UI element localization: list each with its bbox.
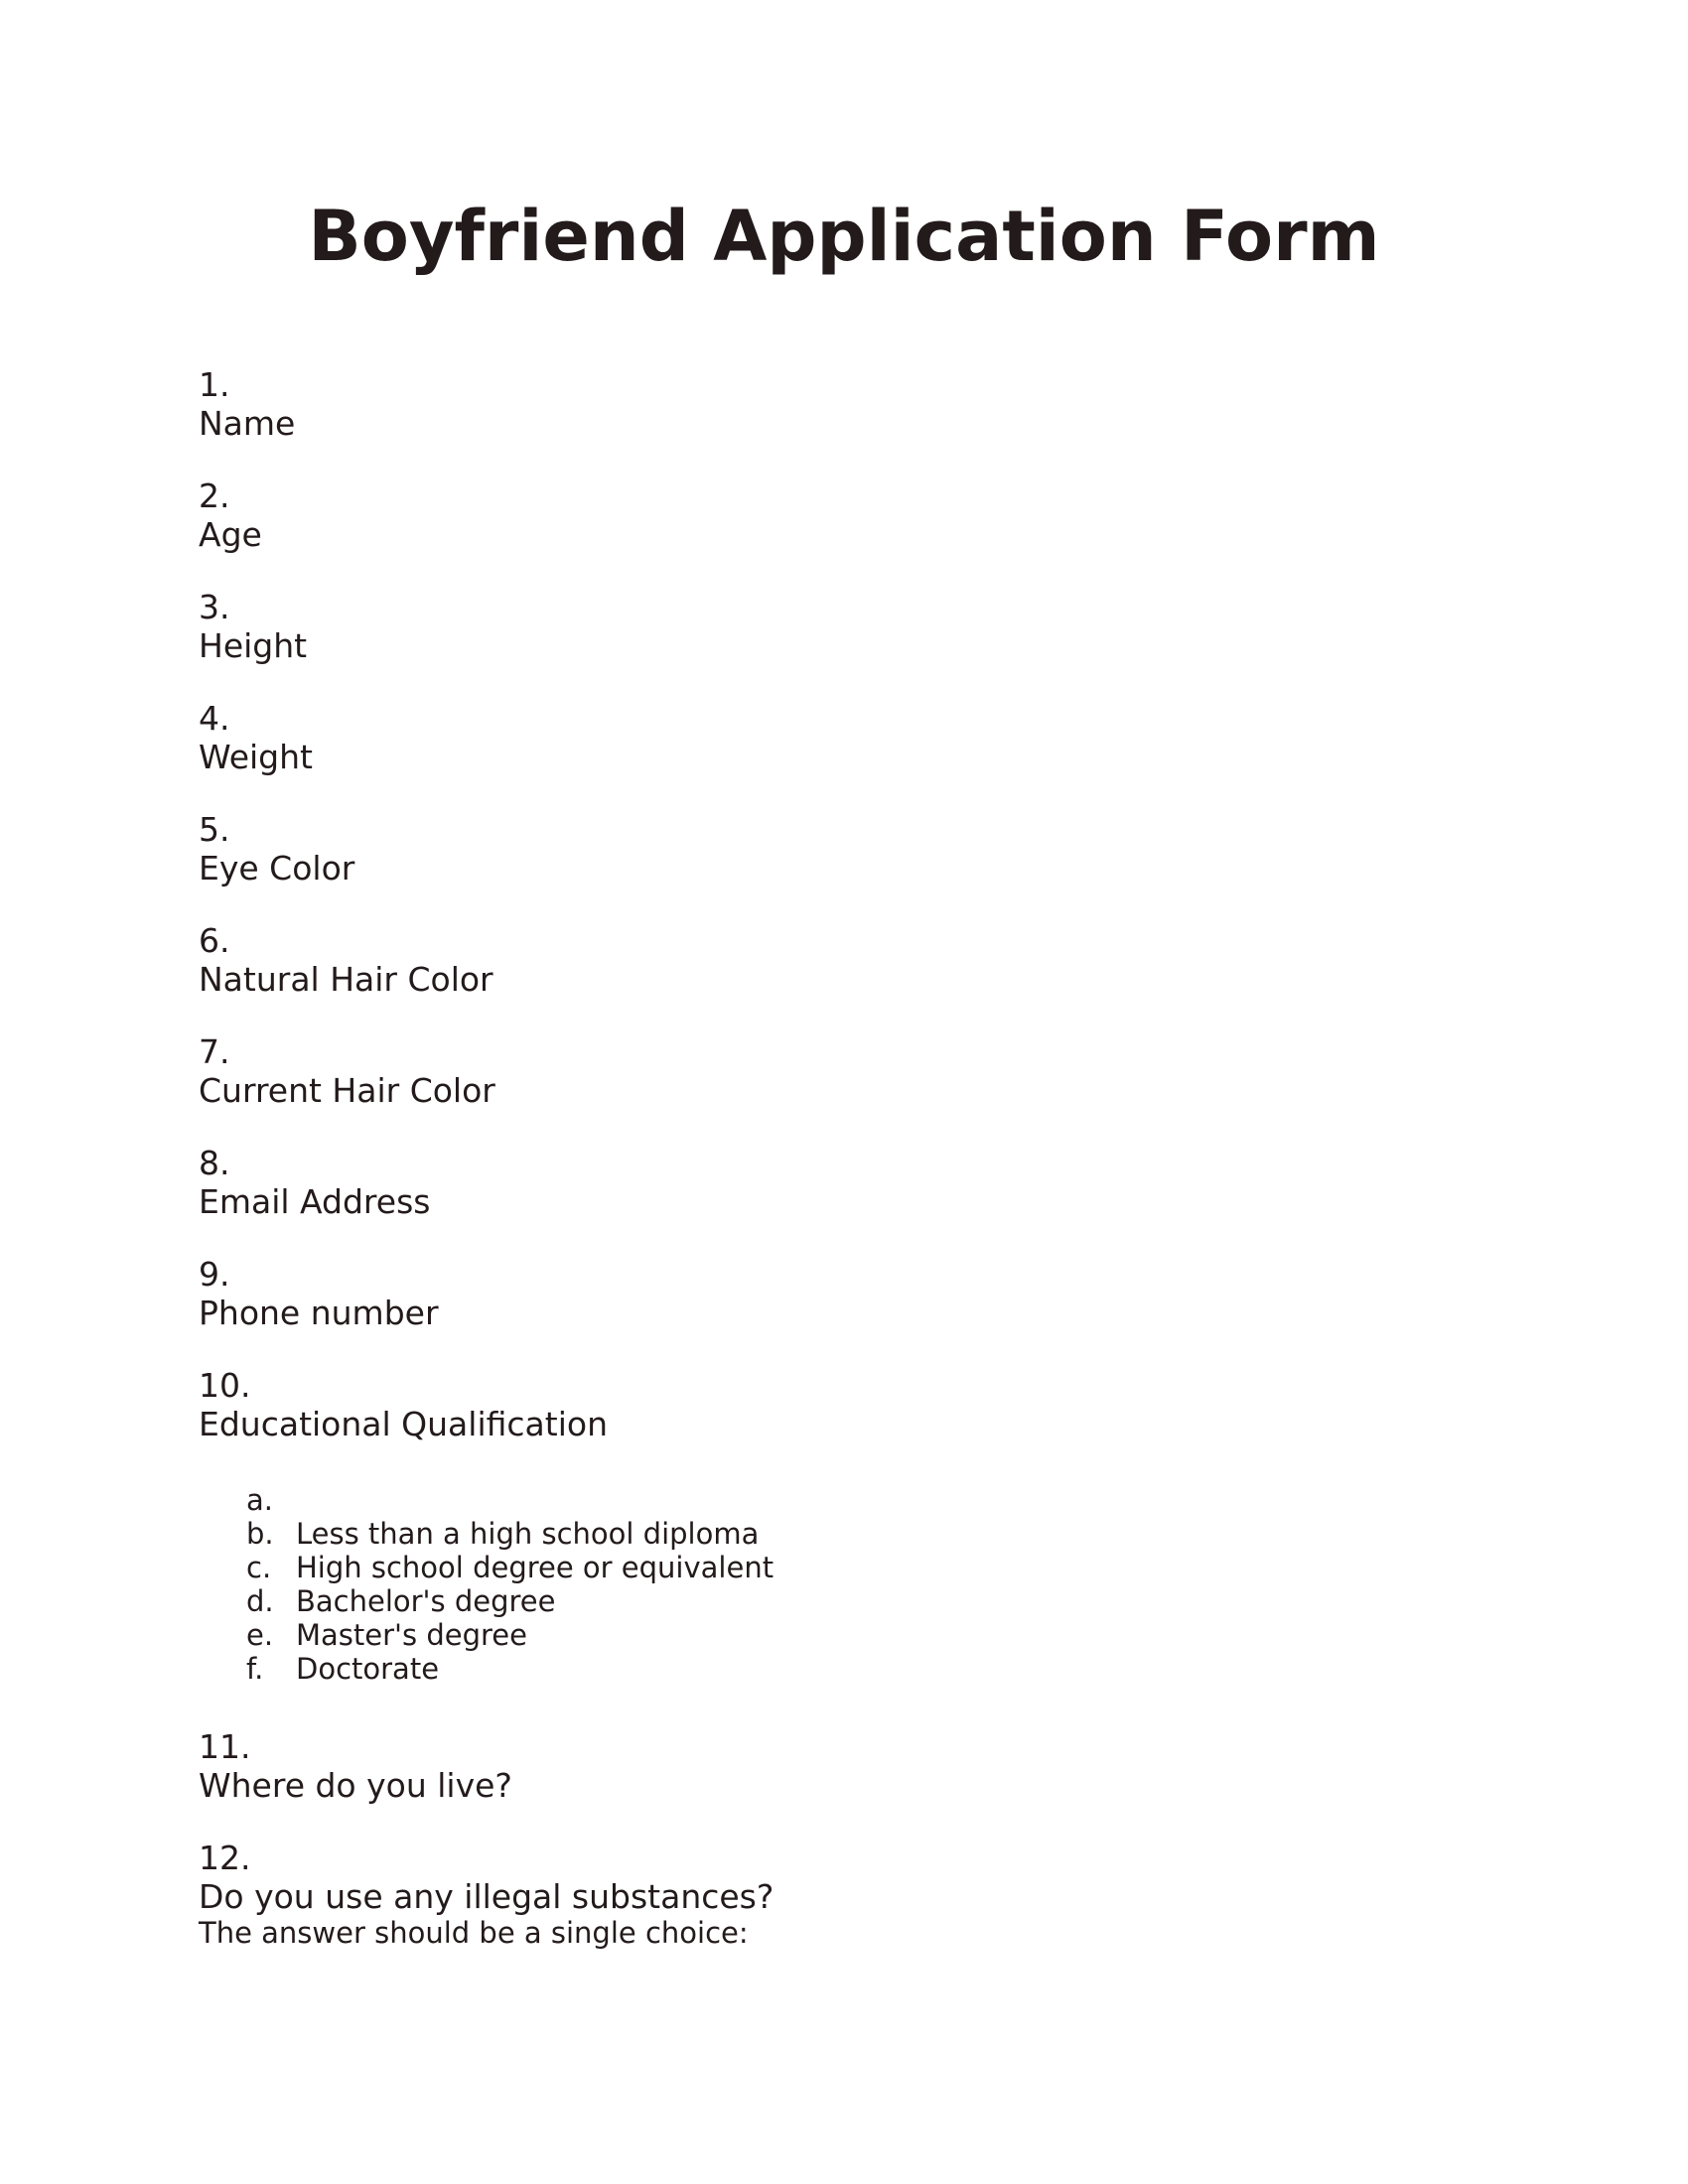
question-number: 11. (199, 1727, 251, 1766)
question-number: 10. (199, 1366, 251, 1405)
question-10 (199, 1366, 1489, 1686)
option-letter: c. (246, 1551, 272, 1584)
question-label: Eye Color (199, 849, 355, 887)
question-label: Current Hair Color (199, 1071, 495, 1110)
option-letter: e. (246, 1618, 274, 1652)
option-letter: d. (246, 1584, 274, 1618)
question-number: 8. (199, 1144, 230, 1182)
question-11 (199, 1727, 1489, 1805)
option-item[interactable] (246, 1551, 1489, 1584)
option-text: Doctorate (296, 1652, 440, 1686)
question-label: Email Address (199, 1182, 431, 1221)
question-8 (199, 1144, 1489, 1221)
question-label: Age (199, 515, 262, 554)
option-item[interactable] (246, 1618, 1489, 1652)
question-label: Do you use any illegal substances? (199, 1877, 774, 1916)
page-title: Boyfriend Application Form (308, 196, 1380, 277)
question-3 (199, 588, 1489, 665)
question-5 (199, 810, 1489, 887)
question-12 (199, 1839, 1489, 1950)
option-text: Bachelor's degree (296, 1584, 556, 1618)
question-4 (199, 699, 1489, 776)
option-letter: a. (246, 1483, 273, 1517)
question-label: Height (199, 626, 308, 665)
question-list (199, 365, 1489, 1950)
question-label: Weight (199, 738, 313, 776)
question-label: Name (199, 404, 296, 443)
option-letter: b. (246, 1517, 274, 1551)
option-text: Master's degree (296, 1618, 527, 1652)
question-6 (199, 921, 1489, 999)
question-number: 6. (199, 921, 230, 960)
option-text: Less than a high school diploma (296, 1517, 760, 1551)
option-item[interactable] (246, 1483, 1489, 1517)
question-label: Where do you live? (199, 1766, 512, 1805)
option-item[interactable] (246, 1652, 1489, 1686)
option-letter: f. (246, 1652, 264, 1686)
question-9 (199, 1255, 1489, 1332)
question-7 (199, 1032, 1489, 1110)
question-number: 2. (199, 477, 230, 515)
question-number: 5. (199, 810, 230, 849)
question-2 (199, 477, 1489, 554)
question-number: 4. (199, 699, 230, 738)
answer-note: The answer should be a single choice: (199, 1916, 749, 1950)
question-number: 7. (199, 1032, 230, 1071)
education-options (199, 1483, 1489, 1686)
option-item[interactable] (246, 1584, 1489, 1618)
option-text: High school degree or equivalent (296, 1551, 774, 1584)
question-1 (199, 365, 1489, 443)
question-label: Natural Hair Color (199, 960, 493, 999)
question-number: 12. (199, 1839, 251, 1877)
question-label: Educational Qualification (199, 1405, 608, 1443)
question-number: 3. (199, 588, 230, 626)
question-number: 9. (199, 1255, 230, 1294)
question-number: 1. (199, 365, 230, 404)
question-label: Phone number (199, 1294, 439, 1332)
option-item[interactable] (246, 1517, 1489, 1551)
